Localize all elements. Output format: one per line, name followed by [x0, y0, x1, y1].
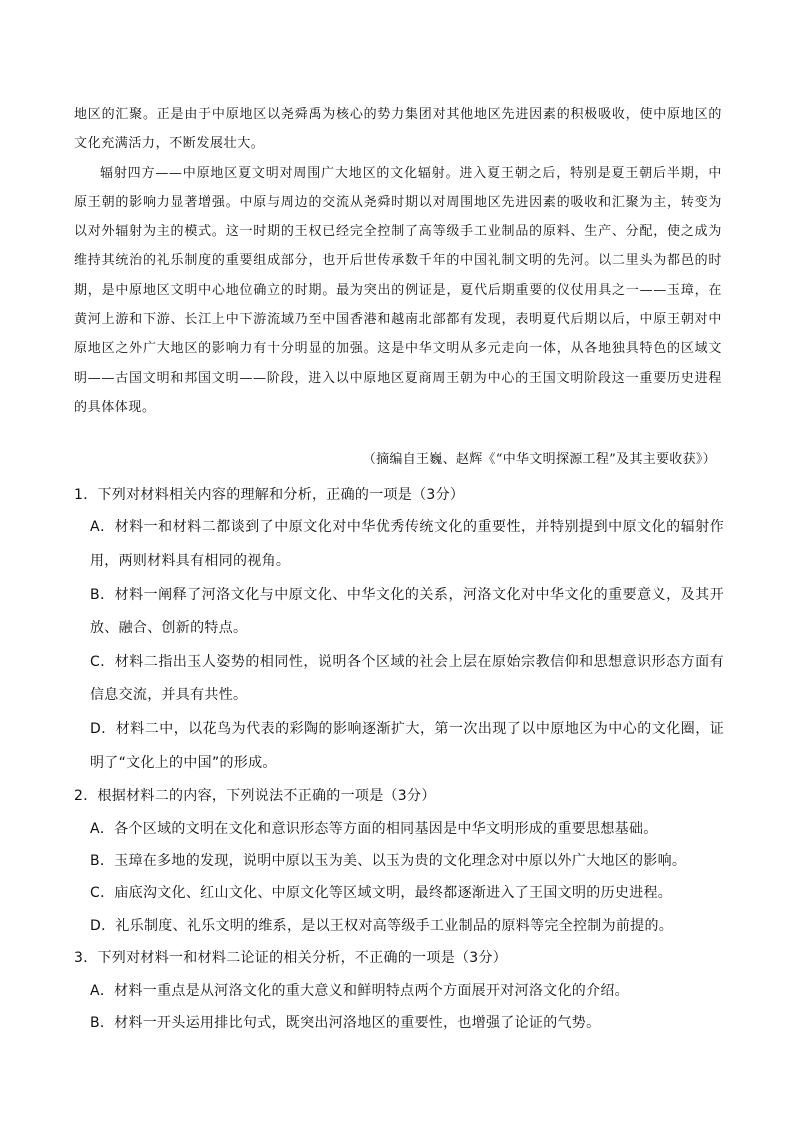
option-b: B．材料一阐释了河洛文化与中原文化、中华文化的关系，河洛文化对中华文化的重要意义，及其开放、融合、创新的特点。: [90, 586, 724, 637]
option-c: C．庙底沟文化、红山文化、中原文化等区域文明，最终都逐渐进入了王国文明的历史进程。: [90, 885, 673, 902]
reading-passage: [74, 100, 722, 422]
option-b: B．玉璋在多地的发现，说明中原以玉为美、以玉为贵的文化理念对中原以外广大地区的影响。: [90, 852, 687, 869]
question-1: [74, 479, 724, 780]
passage-source: （摘编自王巍、赵辉《“中华文明探源工程”及其主要收获》）: [362, 452, 716, 467]
passage-paragraph: 地区的汇聚。正是由于中原地区以尧舜禹为核心的势力集团对其他地区先进因素的积极吸收，使中原地区的文化充满活力，不断发展壮大。: [74, 107, 722, 152]
question-list: [74, 479, 724, 1039]
option-a: A．材料一重点是从河洛文化的重大意义和鲜明特点两个方面展开对河洛文化的介绍。: [90, 982, 629, 999]
option-d: D．礼乐制度、礼乐文明的维系，是以王权对高等级手工业制品的原料等完全控制为前提的。: [90, 917, 674, 934]
option-b: B．材料一开头运用排比句式，既突出河洛地区的重要性，也增强了论证的气势。: [90, 1015, 601, 1031]
option-a: A．材料一和材料二都谈到了中原文化对中华优秀传统文化的重要性，并特别提到中原文化的辐射作用，两则材料具有相同的视角。: [90, 519, 724, 569]
question-2: [74, 780, 724, 942]
question-stem: 3．下列对材料一和材料二论证的相关分析，不正确的一项是（3分）: [74, 950, 508, 967]
passage-paragraph: 辐射四方——中原地区夏文明对周围广大地区的文化辐射。进入夏王朝之后，特别是夏王朝后半期，中原王朝的影响力显著增强。中原与周边的交流从尧舜时期以对周围地区先进因素的吸收和汇聚为主，转变为以对外辐射为主的模式。这一时期的王权已经完全控制了高等级手工业制品的原料、生产、分配，使之成为维持其统治的礼乐制度的重要组成部分，也开后世传承数千年的中国礼制文明的先河。以二里头为都邑的时期，是中原地区文明中心地位确立的时期。最为突出的例证是，夏代后期重要的仪仗用具之一——玉璋，在黄河上游和下游、长江上中下游流域乃至中国香港和越南北部都有发现，表明夏代后期以后，中原王朝对中原地区之外广大地区的影响力有十分明显的加强。这是中华文明从多元走向一体，从各地独具特色的区域文明——古国文明和邦国文明——阶段，进入以中原地区夏商周王朝为中心的王国文明阶段这一重要历史进程的具体体现。: [74, 165, 722, 415]
option-d: D．材料二中，以花鸟为代表的彩陶的影响逐渐扩大，第一次出现了以中原地区为中心的文化圈，证明了“文化上的中国”的形成。: [90, 720, 724, 771]
question-stem: 1．下列对材料相关内容的理解和分析，正确的一项是（3分）: [74, 487, 465, 503]
option-a: A．各个区域的文明在文化和意识形态等方面的相同基因是中华文明形成的重要思想基础。: [90, 820, 658, 837]
question-stem: 2．根据材料二的内容，下列说法不正确的一项是（3分）: [74, 788, 436, 805]
option-c: C．材料二指出玉人姿势的相同性，说明各个区域的社会上层在原始宗教信仰和思想意识形态方面有信息交流，并具有共性。: [90, 653, 724, 704]
question-3: [74, 942, 724, 1039]
